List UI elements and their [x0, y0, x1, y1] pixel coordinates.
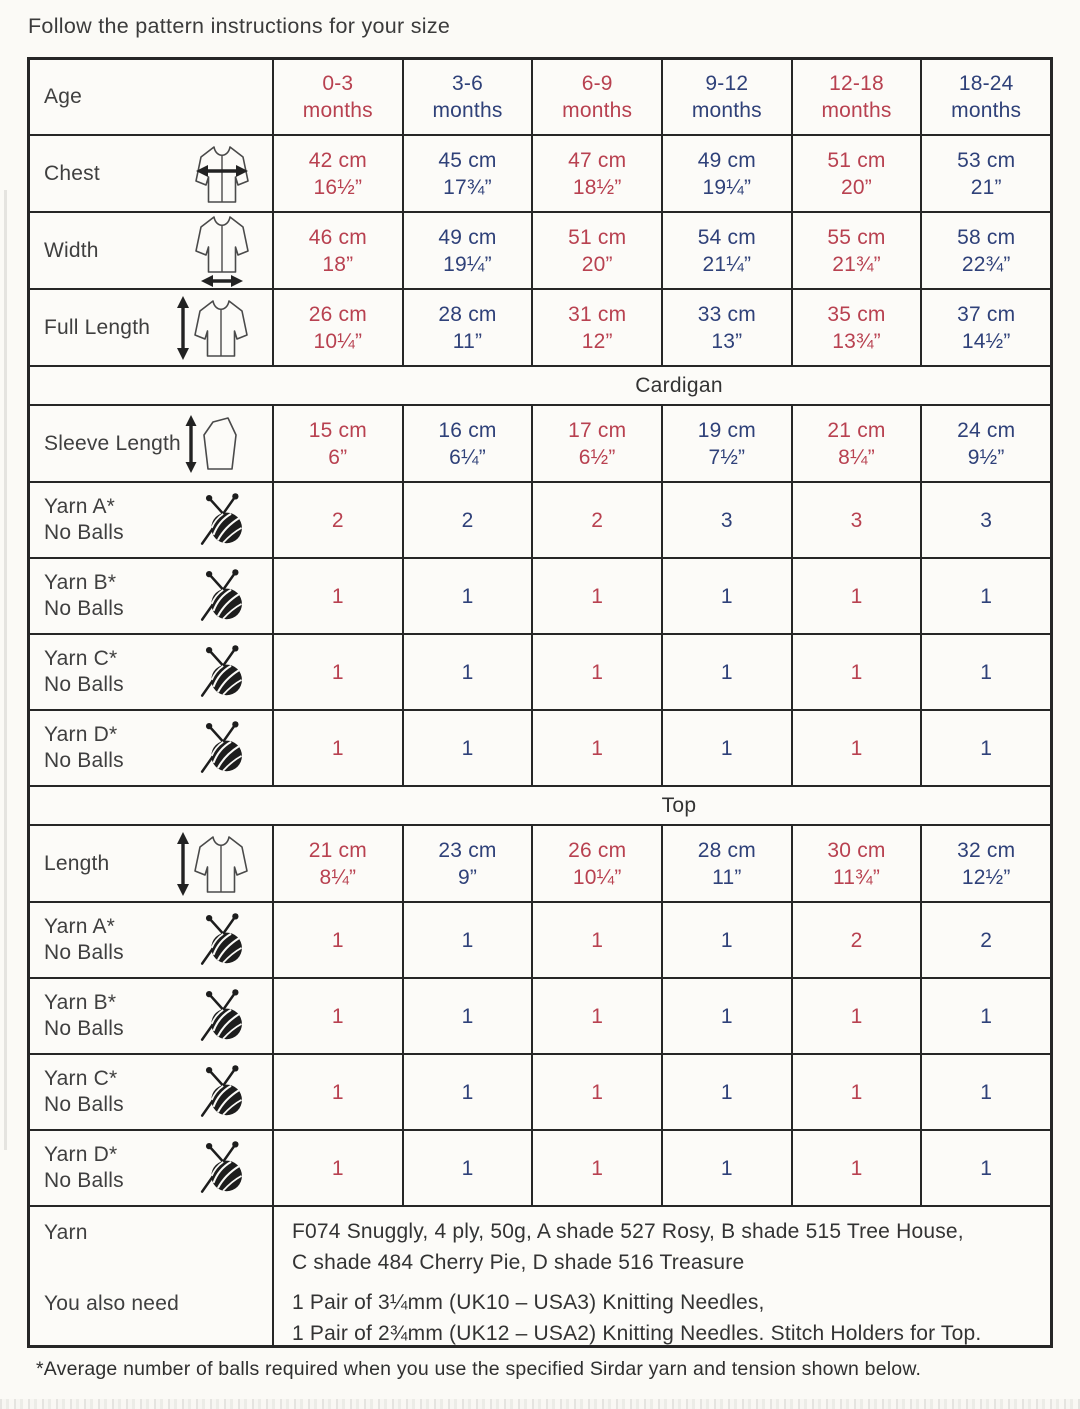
value-inch: 22¾” — [961, 252, 1011, 276]
ball-count: 1 — [850, 1080, 863, 1104]
ball-count: 1 — [720, 660, 733, 684]
ball-count: 1 — [850, 736, 863, 760]
ball-count: 1 — [591, 736, 604, 760]
cardigan-yarn-c-value-5 — [920, 635, 1050, 709]
row-label: Yarn D* — [44, 723, 118, 746]
row-label-top-yarn-b — [30, 979, 272, 1053]
full-length-value-2 — [531, 290, 661, 365]
cardigan-yarn-c-value-4 — [791, 635, 921, 709]
value-inch: 21¼” — [702, 252, 752, 276]
value-cm: 51 cm — [568, 225, 627, 249]
ball-count: 1 — [331, 584, 344, 608]
row-label-top-yarn-c — [30, 1055, 272, 1129]
row-label: Yarn B* — [44, 991, 117, 1014]
width-value-1 — [402, 213, 532, 288]
value-inch: 19¼” — [443, 252, 492, 276]
full-length-value-1 — [402, 290, 532, 365]
ball-count: 2 — [980, 928, 993, 952]
section-label-cardigan-section: Cardigan — [635, 373, 723, 397]
age-unit: months — [951, 99, 1022, 122]
value-cm: 54 cm — [697, 225, 756, 249]
row-sublabel: No Balls — [44, 749, 124, 772]
row-label-full-length — [30, 290, 272, 365]
row-sublabel: No Balls — [44, 673, 124, 696]
full-length-value-3 — [661, 290, 791, 365]
value-cm: 47 cm — [568, 148, 627, 172]
yarn-ball-icon — [196, 1137, 252, 1199]
value-cm: 24 cm — [957, 418, 1016, 442]
top-length-value-2 — [531, 826, 661, 901]
row-sublabel: No Balls — [44, 1093, 124, 1116]
top-yarn-c-value-0 — [272, 1055, 402, 1129]
value-inch: 11” — [712, 865, 742, 889]
ball-count: 1 — [331, 928, 344, 952]
cardigan-yarn-b-value-4 — [791, 559, 921, 633]
info-label: You also need — [44, 1292, 179, 1315]
jacket-chest-arrow-icon — [192, 143, 252, 205]
ball-count: 1 — [850, 1156, 863, 1180]
table-row-cardigan-yarn-b — [30, 557, 1050, 633]
row-label: Width — [44, 238, 99, 262]
sleeve-length-value-2 — [531, 406, 661, 481]
full-length-value-4 — [791, 290, 921, 365]
top-length-value-4 — [791, 826, 921, 901]
info-row-1 — [30, 1278, 1050, 1346]
ball-count: 1 — [591, 1004, 604, 1028]
info-text — [272, 1207, 1050, 1278]
value-cm: 46 cm — [308, 225, 367, 249]
cardigan-yarn-d-value-2 — [531, 711, 661, 785]
row-label: Length — [44, 851, 110, 875]
ball-count: 1 — [461, 1004, 474, 1028]
row-label-width — [30, 213, 272, 288]
ball-count: 1 — [850, 584, 863, 608]
yarn-ball-icon — [196, 985, 252, 1047]
info-line: 1 Pair of 3¼mm (UK10 – USA3) Knitting Needles, — [292, 1291, 765, 1314]
cardigan-yarn-a-value-1 — [402, 483, 532, 557]
ball-count: 2 — [591, 508, 604, 532]
value-inch: 8¼” — [838, 445, 875, 469]
value-inch: 11” — [452, 329, 483, 353]
ball-count: 1 — [720, 736, 733, 760]
value-inch: 7½” — [708, 445, 746, 469]
value-inch: 17¾” — [443, 175, 492, 199]
ball-count: 3 — [980, 508, 993, 532]
value-cm: 30 cm — [827, 838, 886, 862]
value-inch: 6¼” — [449, 445, 486, 469]
row-label: Chest — [44, 161, 100, 185]
table-row-top-yarn-b — [30, 977, 1050, 1053]
cardigan-yarn-b-value-2 — [531, 559, 661, 633]
top-yarn-b-value-1 — [402, 979, 532, 1053]
age-range: 18-24 — [958, 72, 1014, 95]
age-range: 0-3 — [322, 72, 354, 95]
table-row-top-length — [30, 824, 1050, 901]
cardigan-yarn-b-value-1 — [402, 559, 532, 633]
ball-count: 1 — [331, 660, 344, 684]
row-sublabel: No Balls — [44, 1017, 124, 1040]
top-yarn-a-value-2 — [531, 903, 661, 977]
ball-count: 1 — [720, 1156, 733, 1180]
top-yarn-c-value-3 — [661, 1055, 791, 1129]
sleeve-length-value-3 — [661, 406, 791, 481]
value-cm: 53 cm — [957, 148, 1016, 172]
value-inch: 21¾” — [832, 252, 881, 276]
value-cm: 26 cm — [568, 838, 627, 862]
ball-count: 2 — [461, 508, 474, 532]
ball-count: 1 — [461, 584, 474, 608]
value-inch: 12½” — [961, 865, 1011, 889]
cardigan-yarn-d-value-4 — [791, 711, 921, 785]
row-label: Yarn A* — [44, 915, 116, 938]
ball-count: 1 — [591, 1156, 604, 1180]
width-value-3 — [661, 213, 791, 288]
top-yarn-d-value-0 — [272, 1131, 402, 1205]
value-cm: 23 cm — [438, 838, 497, 862]
table-row-top-yarn-d — [30, 1129, 1050, 1205]
value-inch: 13” — [711, 329, 743, 353]
ball-count: 1 — [980, 660, 993, 684]
value-cm: 28 cm — [438, 302, 497, 326]
ball-count: 1 — [720, 584, 733, 608]
value-inch: 20” — [841, 175, 872, 199]
value-cm: 26 cm — [308, 302, 367, 326]
row-label: Yarn C* — [44, 1067, 118, 1090]
info-row-0 — [30, 1207, 1050, 1278]
value-cm: 19 cm — [697, 418, 756, 442]
chest-value-3 — [661, 136, 791, 211]
ball-count: 1 — [720, 1004, 733, 1028]
ball-count: 1 — [591, 660, 604, 684]
value-inch: 9½” — [967, 445, 1005, 469]
cardigan-yarn-c-value-3 — [661, 635, 791, 709]
ball-count: 2 — [331, 508, 344, 532]
table-row-sleeve-length — [30, 404, 1050, 481]
top-yarn-b-value-2 — [531, 979, 661, 1053]
width-value-0 — [272, 213, 402, 288]
jacket-width-arrow-icon — [192, 213, 252, 289]
row-label-cardigan-yarn-d — [30, 711, 272, 785]
row-label: Yarn A* — [44, 495, 116, 518]
ball-count: 2 — [850, 928, 863, 952]
cardigan-yarn-b-value-5 — [920, 559, 1050, 633]
info-line: F074 Snuggly, 4 ply, 50g, A shade 527 Rosy, B shade 515 Tree House, — [292, 1220, 964, 1243]
value-cm: 49 cm — [697, 148, 756, 172]
ball-count: 1 — [331, 1080, 344, 1104]
value-inch: 16½” — [313, 175, 363, 199]
chest-value-4 — [791, 136, 921, 211]
row-label-cardigan-yarn-b — [30, 559, 272, 633]
value-cm: 32 cm — [957, 838, 1016, 862]
row-sublabel: No Balls — [44, 941, 124, 964]
value-inch: 11¾” — [832, 865, 881, 889]
top-yarn-b-value-3 — [661, 979, 791, 1053]
table-row-cardigan-yarn-a — [30, 481, 1050, 557]
table-row-cardigan-yarn-c — [30, 633, 1050, 709]
row-label-cardigan-yarn-c — [30, 635, 272, 709]
value-inch: 8¼” — [319, 865, 357, 889]
age-col-1 — [402, 60, 532, 134]
value-inch: 9” — [457, 865, 478, 889]
top-length-value-5 — [920, 826, 1050, 901]
top-yarn-c-value-1 — [402, 1055, 532, 1129]
top-yarn-a-value-3 — [661, 903, 791, 977]
top-yarn-c-value-4 — [791, 1055, 921, 1129]
row-sublabel: No Balls — [44, 1169, 124, 1192]
value-cm: 28 cm — [697, 838, 756, 862]
top-length-value-3 — [661, 826, 791, 901]
age-unit: months — [562, 99, 633, 122]
value-inch: 12” — [581, 329, 613, 353]
yarn-ball-icon — [196, 565, 252, 627]
value-inch: 14½” — [961, 329, 1011, 353]
jacket-length-arrow-icon — [176, 832, 252, 896]
top-yarn-b-value-5 — [920, 979, 1050, 1053]
age-range: 3-6 — [452, 72, 483, 95]
top-yarn-c-value-5 — [920, 1055, 1050, 1129]
top-yarn-d-value-5 — [920, 1131, 1050, 1205]
info-line: C shade 484 Cherry Pie, D shade 516 Treasure — [292, 1251, 745, 1274]
ball-count: 1 — [720, 928, 733, 952]
age-col-0 — [272, 60, 402, 134]
chest-value-5 — [920, 136, 1050, 211]
chest-value-2 — [531, 136, 661, 211]
ball-count: 1 — [980, 736, 993, 760]
full-length-value-5 — [920, 290, 1050, 365]
value-inch: 19¼” — [702, 175, 752, 199]
ball-count: 1 — [461, 1156, 474, 1180]
yarn-ball-icon — [196, 717, 252, 779]
ball-count: 1 — [331, 1156, 344, 1180]
value-cm: 16 cm — [438, 418, 497, 442]
value-inch: 6½” — [578, 445, 616, 469]
value-inch: 20” — [581, 252, 613, 276]
value-cm: 15 cm — [308, 418, 367, 442]
age-unit: months — [691, 99, 762, 122]
row-label-cardigan-yarn-a — [30, 483, 272, 557]
age-unit: months — [302, 99, 373, 122]
cardigan-yarn-a-value-3 — [661, 483, 791, 557]
value-cm: 33 cm — [697, 302, 756, 326]
table-row-age — [30, 60, 1050, 134]
value-inch: 18” — [322, 252, 354, 276]
jacket-length-arrow-icon — [176, 296, 252, 360]
cardigan-yarn-a-value-4 — [791, 483, 921, 557]
ball-count: 1 — [461, 928, 474, 952]
top-yarn-d-value-4 — [791, 1131, 921, 1205]
scan-edge-artifact — [4, 190, 7, 1150]
cardigan-yarn-d-value-1 — [402, 711, 532, 785]
row-sublabel: No Balls — [44, 597, 124, 620]
value-cm: 45 cm — [438, 148, 497, 172]
sleeve-length-value-4 — [791, 406, 921, 481]
ball-count: 1 — [461, 1080, 474, 1104]
ball-count: 1 — [720, 1080, 733, 1104]
chest-value-1 — [402, 136, 532, 211]
ball-count: 3 — [720, 508, 733, 532]
age-range: 9-12 — [705, 72, 749, 95]
yarn-ball-icon — [196, 1061, 252, 1123]
sleeve-length-value-0 — [272, 406, 402, 481]
yarn-ball-icon — [196, 489, 252, 551]
cardigan-yarn-d-value-3 — [661, 711, 791, 785]
value-inch: 6” — [328, 445, 348, 469]
ball-count: 1 — [461, 736, 474, 760]
cardigan-yarn-b-value-3 — [661, 559, 791, 633]
row-sublabel: No Balls — [44, 521, 124, 544]
ball-count: 1 — [331, 736, 344, 760]
ball-count: 1 — [591, 1080, 604, 1104]
sleeve-length-value-5 — [920, 406, 1050, 481]
top-yarn-d-value-3 — [661, 1131, 791, 1205]
value-cm: 37 cm — [957, 302, 1016, 326]
top-yarn-d-value-2 — [531, 1131, 661, 1205]
row-label: Yarn D* — [44, 1143, 118, 1166]
top-yarn-a-value-0 — [272, 903, 402, 977]
table-row-full-length — [30, 288, 1050, 365]
value-cm: 35 cm — [827, 302, 886, 326]
section-label-top-section: Top — [661, 793, 697, 817]
age-range: 6-9 — [581, 72, 613, 95]
value-inch: 10¼” — [572, 865, 622, 889]
row-label-top-yarn-a — [30, 903, 272, 977]
cardigan-yarn-a-value-5 — [920, 483, 1050, 557]
row-label-sleeve-length — [30, 406, 272, 481]
table-row-cardigan-section — [30, 365, 1050, 404]
width-value-4 — [791, 213, 921, 288]
cardigan-yarn-a-value-2 — [531, 483, 661, 557]
value-inch: 21” — [970, 175, 1002, 199]
cardigan-yarn-d-value-5 — [920, 711, 1050, 785]
table-row-top-yarn-a — [30, 901, 1050, 977]
info-line: 1 Pair of 2¾mm (UK12 – USA2) Knitting Needles. Stitch Holders for Top. — [292, 1322, 982, 1345]
width-value-5 — [920, 213, 1050, 288]
cardigan-yarn-c-value-1 — [402, 635, 532, 709]
value-inch: 18½” — [572, 175, 622, 199]
cardigan-yarn-d-value-0 — [272, 711, 402, 785]
full-length-value-0 — [272, 290, 402, 365]
table-row-top-section — [30, 785, 1050, 824]
ball-count: 1 — [980, 1156, 993, 1180]
ball-count: 1 — [980, 1004, 993, 1028]
ball-count: 1 — [331, 1004, 344, 1028]
top-length-value-0 — [272, 826, 402, 901]
top-yarn-a-value-1 — [402, 903, 532, 977]
cardigan-yarn-b-value-0 — [272, 559, 402, 633]
top-yarn-b-value-4 — [791, 979, 921, 1053]
value-cm: 31 cm — [568, 302, 627, 326]
row-label: Age — [44, 85, 82, 108]
age-col-4 — [791, 60, 921, 134]
table-row-yarn-info — [30, 1205, 1050, 1345]
info-label: Yarn — [44, 1221, 88, 1244]
ball-count: 1 — [980, 584, 993, 608]
info-text — [272, 1278, 1050, 1346]
chest-value-0 — [272, 136, 402, 211]
value-cm: 49 cm — [438, 225, 497, 249]
table-row-cardigan-yarn-d — [30, 709, 1050, 785]
table-row-width — [30, 211, 1050, 288]
age-unit: months — [432, 99, 503, 122]
value-cm: 42 cm — [308, 148, 367, 172]
top-yarn-a-value-4 — [791, 903, 921, 977]
age-range: 12-18 — [829, 72, 884, 95]
value-inch: 10¼” — [313, 329, 363, 353]
ball-count: 1 — [850, 660, 863, 684]
yarn-ball-icon — [196, 641, 252, 703]
top-yarn-b-value-0 — [272, 979, 402, 1053]
value-cm: 58 cm — [957, 225, 1016, 249]
cardigan-yarn-c-value-2 — [531, 635, 661, 709]
cardigan-yarn-a-value-0 — [272, 483, 402, 557]
row-label: Sleeve Length — [44, 431, 181, 455]
row-label: Yarn B* — [44, 571, 117, 594]
value-cm: 17 cm — [568, 418, 627, 442]
age-col-3 — [661, 60, 791, 134]
row-label-top-yarn-d — [30, 1131, 272, 1205]
cardigan-yarn-c-value-0 — [272, 635, 402, 709]
top-yarn-d-value-1 — [402, 1131, 532, 1205]
row-label-age — [30, 60, 272, 134]
yarn-ball-icon — [196, 909, 252, 971]
scan-noise-band — [0, 1399, 1080, 1409]
size-table — [27, 57, 1053, 1348]
ball-count: 1 — [461, 660, 474, 684]
sleeve-length-arrow-icon — [184, 415, 252, 473]
page-title: Follow the pattern instructions for your size — [28, 14, 451, 38]
ball-count: 3 — [850, 508, 863, 532]
value-cm: 51 cm — [827, 148, 886, 172]
value-cm: 55 cm — [827, 225, 886, 249]
table-row-top-yarn-c — [30, 1053, 1050, 1129]
age-col-2 — [531, 60, 661, 134]
table-row-chest — [30, 134, 1050, 211]
value-cm: 21 cm — [827, 418, 886, 442]
ball-count: 1 — [850, 1004, 863, 1028]
footnote: *Average number of balls required when you use the specified Sirdar yarn and tension shown below. — [36, 1358, 922, 1380]
top-yarn-c-value-2 — [531, 1055, 661, 1129]
row-label-chest — [30, 136, 272, 211]
value-inch: 13¾” — [832, 329, 881, 353]
top-yarn-a-value-5 — [920, 903, 1050, 977]
row-label-top-length — [30, 826, 272, 901]
width-value-2 — [531, 213, 661, 288]
row-label: Yarn C* — [44, 647, 118, 670]
age-col-5 — [920, 60, 1050, 134]
top-length-value-1 — [402, 826, 532, 901]
row-label: Full Length — [44, 315, 151, 339]
ball-count: 1 — [980, 1080, 993, 1104]
age-unit: months — [821, 99, 892, 122]
ball-count: 1 — [591, 584, 604, 608]
sleeve-length-value-1 — [402, 406, 532, 481]
ball-count: 1 — [591, 928, 604, 952]
value-cm: 21 cm — [308, 838, 367, 862]
